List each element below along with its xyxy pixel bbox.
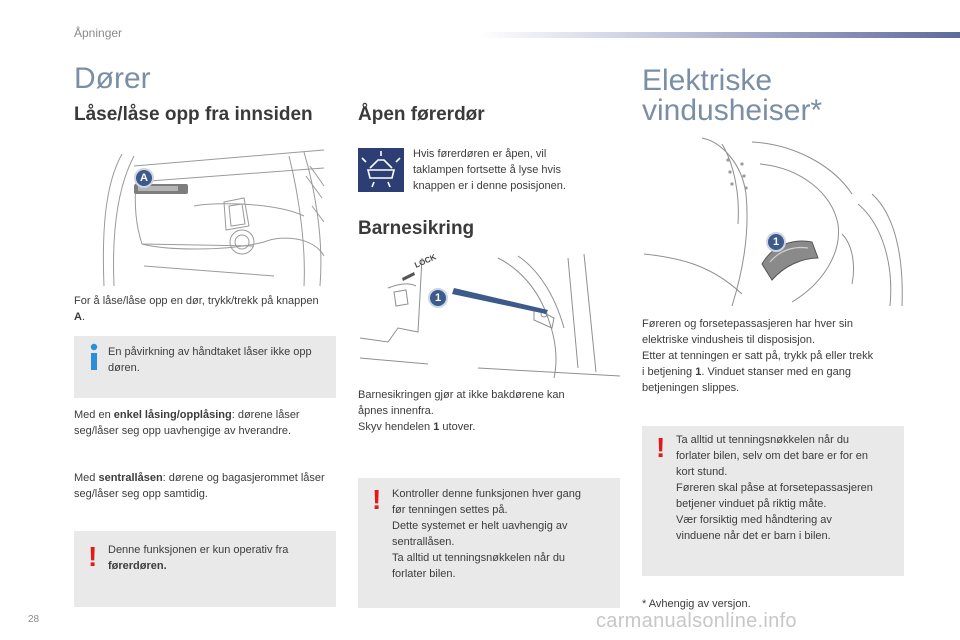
page-number: 28 — [28, 614, 40, 625]
heading-child-lock: Barnesikring — [358, 218, 475, 239]
central-lock-text: Med sentrallåsen: dørene og bagasjerommet låser seg/låser seg opp samtidig. — [74, 472, 325, 500]
child-lock-text: Barnesikringen gjør at ikke bakdørene kan åpnes innenfra. Skyv hendelen 1 utover. — [358, 389, 565, 433]
info-text: En påvirkning av håndtaket låser ikke opp døren. — [108, 346, 312, 374]
info-icon — [87, 342, 101, 372]
info-box — [74, 336, 336, 398]
page-title: Dører — [74, 62, 151, 95]
windows-warning-text: Ta alltid ut tenningsnøkkelen når du forlater bilen, selv om det bare er for en kort stund. Føreren skal påse at forsetepassasjeren betjener vinduet på riktig måte. Vær forsiktig med håndtering av vinduene når det er barn i bilen. — [676, 434, 873, 542]
child-lock-illustration — [358, 248, 620, 380]
warning-box-windows — [642, 426, 904, 576]
exclamation-icon: ! — [656, 432, 666, 463]
heading-lock-inside: Låse/låse opp fra innsiden — [74, 104, 313, 125]
single-lock-text: Med en enkel låsing/opplåsing: dørene låser seg/låser seg opp uavhengige av hverandre. — [74, 409, 300, 437]
child-lock-warning-text: Kontroller denne funksjonen hver gang før tenningen settes på. Dette systemet er helt uavhengig av sentrallåsen. Ta alltid ut tenningsnøkkelen når du forlater bilen. — [392, 488, 581, 580]
warning-box-child-lock — [358, 478, 620, 608]
warning-text: Denne funksjonen er kun operativ fra førerdøren. — [108, 544, 289, 572]
exclamation-icon: ! — [88, 541, 98, 572]
header-bar — [478, 32, 960, 38]
lock-label: LOCK — [413, 252, 438, 270]
callout-1-window-switch: 1 — [766, 232, 786, 252]
electric-windows-text: Føreren og forsetepassasjeren har hver sin elektriske vindusheis til disposisjon. Etter at tenningen er satt på, trykk på eller trekk i betjening 1. Vinduet stanser med en gang betjeningen slippes. — [642, 318, 874, 394]
watermark: carmanualsonline.info — [596, 610, 797, 632]
warning-box-driver-door — [74, 531, 336, 607]
exclamation-icon: ! — [372, 484, 382, 515]
heading-open-driver-door: Åpen førerdør — [358, 104, 485, 125]
callout-a: A — [134, 168, 154, 188]
footnote: * Avhengig av versjon. — [642, 598, 751, 610]
courtesy-lamp-icon — [358, 148, 404, 192]
section-label: Åpninger — [74, 26, 123, 40]
window-switch-illustration — [642, 134, 904, 308]
lock-instruction: For å låse/låse opp en dør, trykk/trekk på knappen A. — [74, 295, 319, 323]
title-electric-windows: Elektriske vindusheiser* — [642, 64, 823, 127]
door-lamp-text: Hvis førerdøren er åpen, vil taklampen fortsette å lyse hvis knappen er i denne posisjonen. — [413, 148, 566, 192]
door-illustration — [74, 146, 336, 288]
callout-1-child-lock: 1 — [428, 288, 448, 308]
